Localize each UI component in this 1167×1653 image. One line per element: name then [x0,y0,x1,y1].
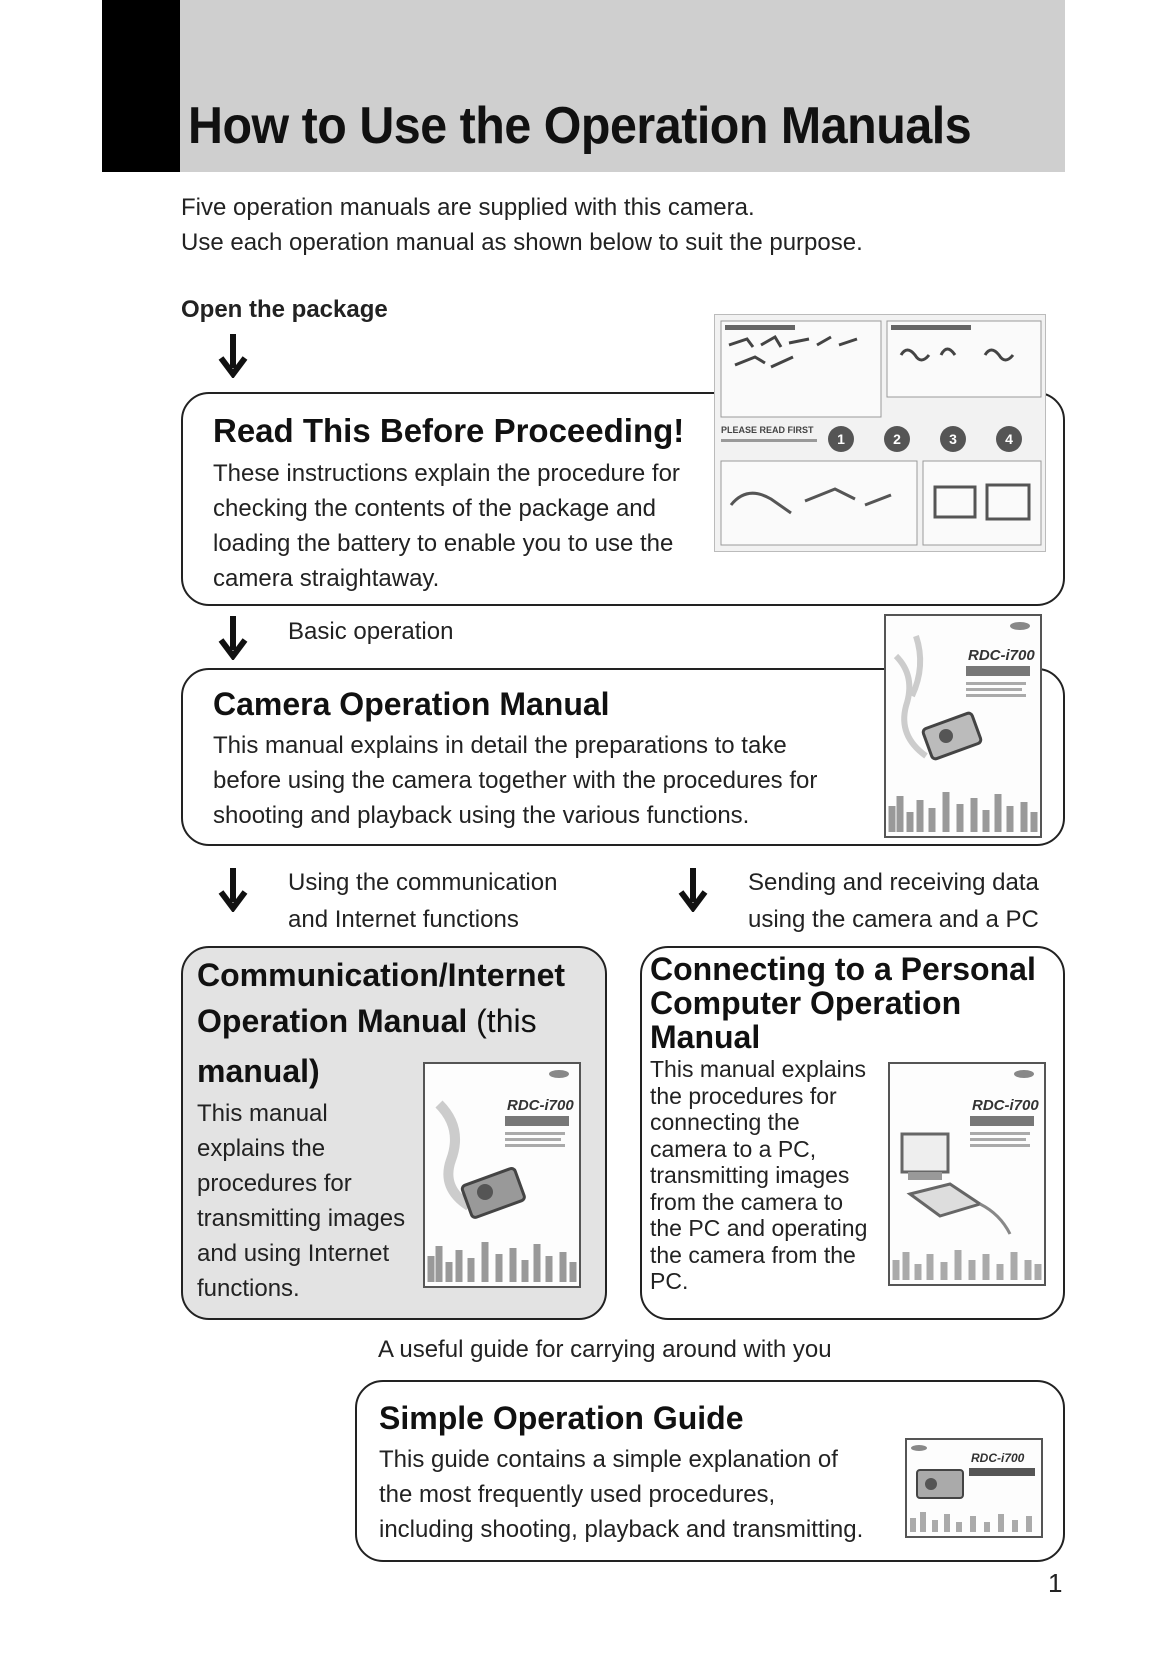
body-line: connecting the [650,1109,800,1135]
camera-manual-body [213,728,817,833]
body-line: explains the [197,1135,326,1162]
header-black-tab [102,0,180,172]
cover-model-name: RDC-i700 [972,1097,1039,1114]
body-line: camera to a PC, [650,1135,817,1162]
camera-manual-title: Camera Operation Manual [213,686,610,722]
arrow-down-icon [218,866,248,912]
body-line: camera straightaway. [213,565,440,592]
body-line: and using Internet [197,1240,390,1267]
cover-model-name: RDC-i700 [968,647,1035,664]
camera-manual-cover-thumbnail [884,614,1042,838]
title-line: Manual [650,1019,761,1055]
sheet-heading: PLEASE READ FIRST [721,425,814,435]
step-line: Using the communication [288,869,558,896]
body-line: This manual explains in detail the preparations to take [213,732,787,759]
pc-manual-box [640,946,1065,1320]
simple-guide-thumbnail [905,1438,1043,1538]
body-line: This manual [197,1100,328,1127]
body-line: transmitting images [650,1162,850,1188]
body-line: PC. [650,1268,689,1294]
simple-guide-box [355,1380,1065,1562]
body-line: including shooting, playback and transmitting. [379,1516,864,1543]
title-line [197,998,565,1044]
body-line: the most frequently used procedures, [379,1481,776,1508]
body-line: from the camera to [650,1188,844,1215]
body-line: checking the contents of the package and [213,495,656,522]
pc-manual-title [650,952,1036,1054]
intro-line: Five operation manuals are supplied with this camera. [181,194,755,221]
communication-manual-body [197,1096,405,1306]
step-open-package: Open the package [181,296,388,323]
communication-manual-cover-thumbnail [423,1062,581,1288]
body-line: the PC and operating [650,1215,868,1241]
body-line: These instructions explain the procedure for [213,460,680,487]
body-line: functions. [197,1275,300,1302]
pc-manual-cover-thumbnail [888,1062,1046,1286]
page-number: 1 [1048,1568,1063,1598]
read-first-body [213,456,680,596]
body-line: the camera from the [650,1241,856,1268]
step-number: 3 [949,431,957,447]
title-text: Operation Manual [197,1003,468,1039]
body-line: the procedures for [650,1082,837,1109]
title-line: Computer Operation [650,985,962,1021]
step-number: 4 [1005,431,1013,447]
title-line: manual) [197,1053,320,1089]
step-line: Sending and receiving data [748,869,1039,896]
step-communication [288,864,557,938]
step-pc-connection [748,864,1039,938]
body-line: procedures for [197,1170,352,1197]
arrow-down-icon [218,332,248,378]
title-line: Communication/Internet [197,957,566,993]
step-guide: A useful guide for carrying around with you [378,1336,832,1363]
read-first-title: Read This Before Proceeding! [213,412,685,449]
cover-model-name: RDC-i700 [971,1451,1025,1465]
body-line: shooting and playback using the various functions. [213,802,750,829]
body-line: This manual explains [650,1056,867,1082]
body-line: loading the battery to enable you to use the [213,530,674,557]
simple-guide-body [379,1442,863,1547]
page-title: How to Use the Operation Manuals [188,97,972,155]
title-suffix: (this [476,1003,537,1039]
step-number: 1 [837,431,845,447]
step-line: and Internet functions [288,906,519,933]
arrow-down-icon [218,614,248,660]
step-basic-operation: Basic operation [288,618,454,645]
intro-text [181,190,863,260]
cover-model-name: RDC-i700 [507,1097,574,1114]
body-line: before using the camera together with the procedures for [213,767,818,794]
body-line: This guide contains a simple explanation of [379,1446,838,1473]
step-number: 2 [893,431,901,447]
read-first-sheet-thumbnail [714,314,1046,552]
pc-manual-body [650,1056,867,1295]
simple-guide-title: Simple Operation Guide [379,1400,744,1436]
step-line: using the camera and a PC [748,906,1039,933]
intro-line: Use each operation manual as shown below to suit the purpose. [181,229,863,256]
arrow-down-icon [678,866,708,912]
communication-manual-box [181,946,607,1320]
title-line: Connecting to a Personal [650,951,1036,987]
body-line: transmitting images [197,1205,406,1232]
